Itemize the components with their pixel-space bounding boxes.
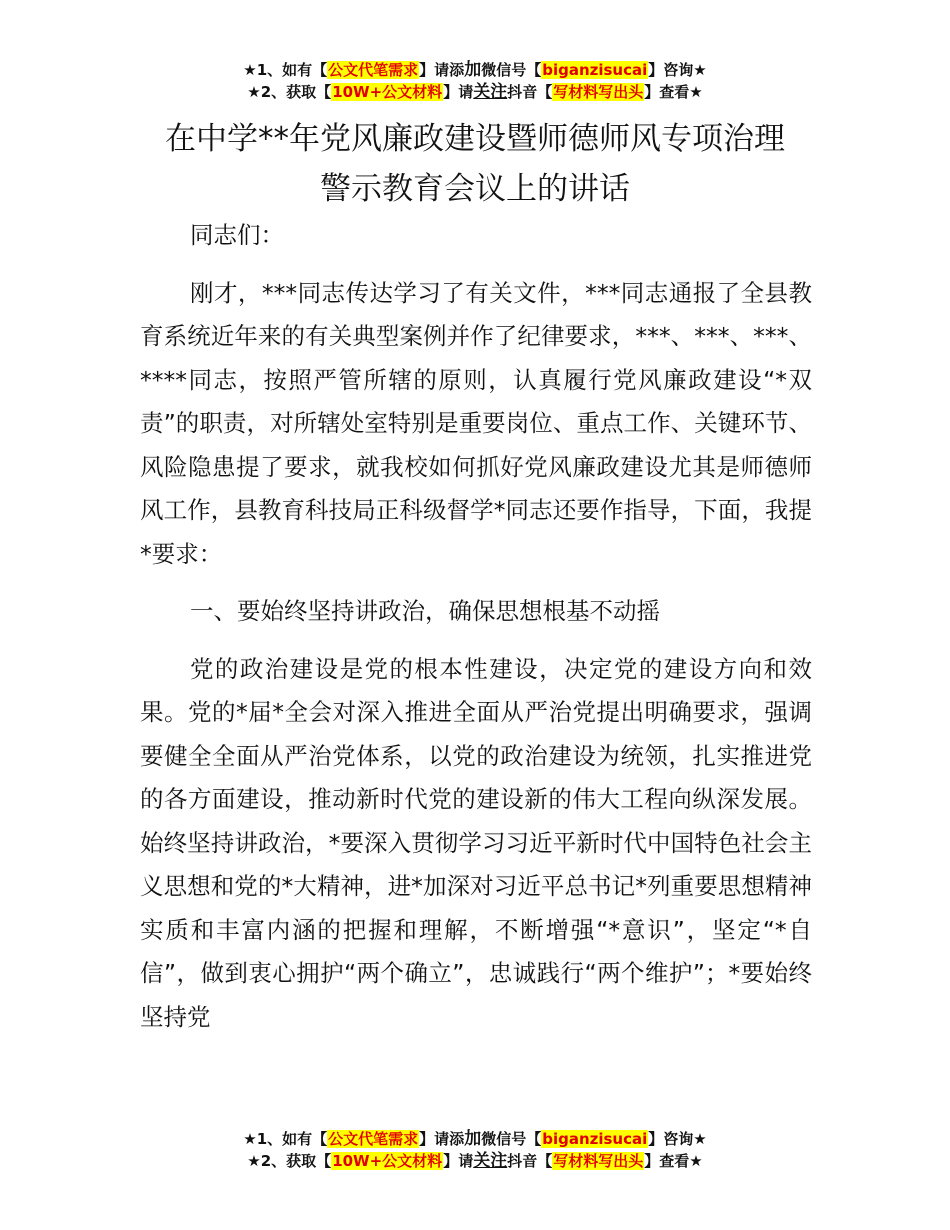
greeting: 同志们： bbox=[190, 221, 284, 249]
banner-text: 】咨询★ bbox=[648, 1130, 707, 1148]
paragraph-1: 刚才，***同志传达学习了有关文件，***同志通报了全县教育系统近年来的有关典型案例并作了纪律要求，***、***、***、****同志，按照严管所辖的原则，认真履行党风廉政建设“*双责”的职责，对所辖处室特别是重要岗位、重点工作、关键环节、风险隐患提了要求，就我校如何抓好党风廉政建设尤其是师德师风工作，县教育科技局正科级督学*同志还要作指导，下面，我提*要求： bbox=[140, 278, 812, 568]
banner-line-2 bbox=[0, 81, 950, 103]
banner-text: 】请添 bbox=[419, 61, 465, 79]
banner-text: 】查看★ bbox=[644, 1152, 703, 1170]
header-banner bbox=[0, 59, 950, 103]
banner-text: 】请添 bbox=[419, 1130, 465, 1148]
title-line-2: 警示教育会议上的讲话 bbox=[320, 171, 630, 207]
highlight-douyin: 写材料写出头 bbox=[553, 1152, 644, 1170]
banner-text: 微信号【 bbox=[481, 61, 542, 79]
title-line-1: 在中学**年党风廉政建设暨师德师风专项治理 bbox=[165, 121, 785, 157]
banner-text: 】咨询★ bbox=[648, 61, 707, 79]
banner-line-1 bbox=[0, 59, 950, 81]
banner-text: ★1、如有【 bbox=[243, 1130, 328, 1148]
highlight-service: 公文代笔需求 bbox=[328, 61, 419, 79]
highlight-douyin: 写材料写出头 bbox=[553, 83, 644, 101]
banner-text: 】查看★ bbox=[644, 83, 703, 101]
section-heading: 一、要始终坚持讲政治，确保思想根基不动摇 bbox=[190, 597, 660, 625]
banner-text: ★2、获取【 bbox=[247, 83, 332, 101]
banner-text: 微信号【 bbox=[481, 1130, 542, 1148]
document-body bbox=[140, 214, 812, 1039]
banner-text-large: 加 bbox=[464, 60, 482, 80]
banner-text: 抖音【 bbox=[507, 83, 553, 101]
banner-text: 】请 bbox=[443, 1152, 474, 1170]
banner-text: 】请 bbox=[443, 83, 474, 101]
highlight-wechat-id: biganzisucai bbox=[542, 1130, 648, 1148]
highlight-wechat-id: biganzisucai bbox=[542, 61, 648, 79]
highlight-service: 公文代笔需求 bbox=[328, 1130, 419, 1148]
banner-text-large: 加 bbox=[464, 1129, 482, 1149]
banner-text-underlined: 关注 bbox=[473, 1151, 508, 1171]
paragraph-2: 党的政治建设是党的根本性建设，决定党的建设方向和效果。党的*届*全会对深入推进全面从严治党提出明确要求，强调要健全全面从严治党体系，以党的政治建设为统领，扎实推进党的各方面建设，推动新时代党的建设新的伟大工程向纵深发展。始终坚持讲政治，*要深入贯彻学习习近平新时代中国特色社会主义思想和党的*大精神，进*加深对习近平总书记*列重要思想精神实质和丰富内涵的把握和理解，不断增强“*意识”，坚定“*自信”，做到衷心拥护“两个确立”，忠诚践行“两个维护”；*要始终坚持党 bbox=[140, 654, 812, 1031]
banner-line-1 bbox=[0, 1128, 950, 1150]
banner-text: 抖音【 bbox=[507, 1152, 553, 1170]
banner-text-underlined: 关注 bbox=[473, 82, 508, 102]
document-title bbox=[0, 114, 950, 214]
banner-text: ★1、如有【 bbox=[243, 61, 328, 79]
highlight-materials: 10W+公文材料 bbox=[332, 1152, 443, 1170]
footer-banner bbox=[0, 1128, 950, 1172]
banner-text: ★2、获取【 bbox=[247, 1152, 332, 1170]
highlight-materials: 10W+公文材料 bbox=[332, 83, 443, 101]
banner-line-2 bbox=[0, 1150, 950, 1172]
